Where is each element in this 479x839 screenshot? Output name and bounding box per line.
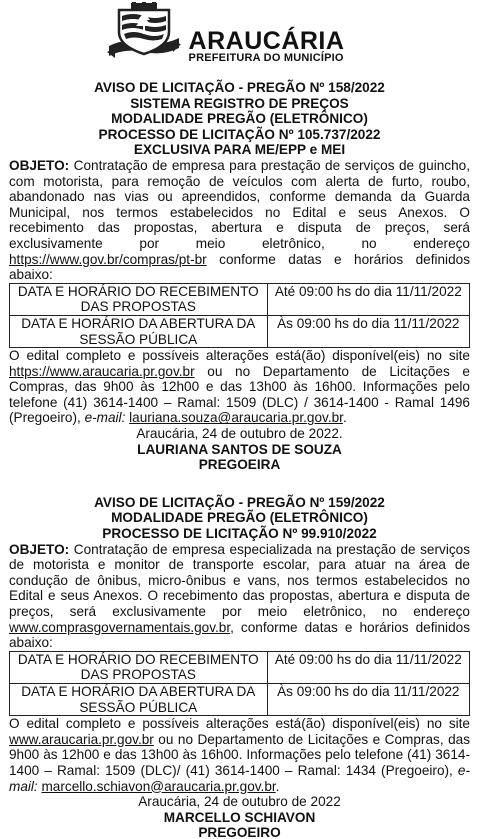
edital-text: O edital completo e possíveis alterações está(ão) disponível(eis) no site bbox=[9, 348, 470, 364]
objeto-label: OBJETO: bbox=[9, 157, 70, 173]
signer-name: MARCELLO SCHIAVON bbox=[163, 809, 316, 825]
table-row bbox=[10, 651, 470, 683]
brand-text bbox=[189, 2, 345, 64]
notice-exclusive: EXCLUSIVA PARA ME/EPP e MEI bbox=[133, 142, 346, 158]
notice-modality: MODALIDADE PREGÃO (ELETRÔNICO) bbox=[111, 111, 368, 127]
email-link[interactable]: marcello.schiavon@araucaria.pr.gov.br bbox=[41, 778, 276, 794]
notice-title: AVISO DE LICITAÇÃO - PREGÃO Nº 159/2022 bbox=[94, 494, 385, 510]
signer-role: PREGOEIRO bbox=[198, 825, 281, 839]
edital-text: O edital completo e possíveis alterações está(ão) disponível(eis) no site bbox=[9, 716, 470, 732]
table-row bbox=[10, 315, 470, 347]
date-line: Araucária, 24 de outubro de 2022 bbox=[138, 794, 341, 810]
notice-process: PROCESSO DE LICITAÇÃO Nº 105.737/2022 bbox=[98, 126, 381, 142]
brand-name: ARAUCÁRIA bbox=[188, 27, 345, 55]
schedule-label: DATA E HORÁRIO DO RECEBIMENTO DAS PROPOSTAS bbox=[10, 651, 268, 683]
objeto-tail: conforme datas e horários definidos abaixo: bbox=[9, 251, 470, 283]
table-row bbox=[10, 683, 470, 715]
objeto-tail: , conforme datas e horários definidos abaixo: bbox=[9, 619, 470, 651]
comprasgov-link[interactable]: www.comprasgovernamentais.gov.br bbox=[9, 619, 231, 635]
schedule-label: DATA E HORÁRIO DA ABERTURA DA SESSÃO PÚBLICA bbox=[10, 315, 268, 347]
notice-pregao-158 bbox=[9, 80, 470, 473]
edital-info: ou no Departamento de Licitações e Compras, das 9h00 às 12h00 e das 13h00 às 16h00. Informações pelo telefone (41) 3614-1400 – Ramal: 1509 (DLC) / 3614-1400 - Ramal 1496 (Pregoeiro), bbox=[9, 363, 470, 426]
objeto-paragraph bbox=[9, 542, 470, 651]
notice-process: PROCESSO DE LICITAÇÃO Nº 99.910/2022 bbox=[102, 526, 377, 542]
email-link[interactable]: lauriana.souza@araucaria.pr.gov.br bbox=[129, 410, 343, 426]
schedule-value: Às 09:00 hs do dia 11/11/2022 bbox=[267, 683, 469, 715]
schedule-table bbox=[9, 283, 470, 348]
date-line: Araucária, 24 de outubro de 2022. bbox=[136, 426, 343, 442]
araucaria-crest-icon bbox=[105, 2, 183, 66]
araucaria-site-link[interactable]: https://www.araucaria.pr.gov.br bbox=[9, 363, 195, 379]
email-label: e-mail: bbox=[9, 762, 470, 794]
edital-paragraph bbox=[9, 716, 470, 794]
schedule-value: Até 09:00 hs do dia 11/11/2022 bbox=[267, 283, 469, 315]
objeto-text: Contratação de empresa especializada na prestação de serviços de motorista e monitor de transporte escolar, para atuar na área de condução de ônibus, micro-ônibus e vans, nos termos estabelecidos no Edital e seus Anexos. O recebimento das propostas, abertura e disputa de preços, será exclusivamente por meio eletrônico, no endereço bbox=[9, 541, 470, 619]
objeto-text: Contratação de empresa para prestação de serviços de guincho, com motorista, para remoção de veículos com alerta de furto, roubo, abandonado nas vias ou apreendidos, conforme demanda da Guarda Municipal, nos termos estabelecidos no Edital e seus Anexos. O recebimento das propostas, abertura e disputa de preços, será exclusivamente por meio eletrônico, no endereço bbox=[9, 157, 470, 251]
schedule-value: Até 09:00 hs do dia 11/11/2022 bbox=[267, 651, 469, 683]
header-logo bbox=[9, 0, 470, 72]
email-label: e-mail: bbox=[84, 410, 126, 426]
notice-pregao-159 bbox=[9, 495, 470, 839]
schedule-value: Às 09:00 hs do dia 11/11/2022 bbox=[267, 315, 469, 347]
schedule-label: DATA E HORÁRIO DA ABERTURA DA SESSÃO PÚBLICA bbox=[10, 683, 268, 715]
email-tail: . bbox=[275, 778, 280, 794]
schedule-table bbox=[9, 651, 470, 716]
notice-title: AVISO DE LICITAÇÃO - PREGÃO Nº 158/2022 bbox=[94, 80, 385, 95]
edital-info: ou no Departamento de Licitações e Compras, das 9h00 às 12h00 e das 13h00 às 16h00. Informações pelo telefone (41) 3614-1400 – Ramal: 1509 (DLC)/ (41) 3614-1400 – Ramal: 1434 (Pregoeiro), bbox=[9, 731, 470, 778]
araucaria-site-link[interactable]: www.araucaria.pr.gov.br bbox=[9, 731, 154, 747]
compras-link[interactable]: https://www.gov.br/compras/pt-br bbox=[9, 251, 207, 267]
signer-role: PREGOEIRA bbox=[198, 457, 281, 473]
brand-subtitle: PREFEITURA DO MUNICÍPIO bbox=[188, 52, 344, 64]
email-tail: . bbox=[342, 410, 347, 426]
schedule-label: DATA E HORÁRIO DO RECEBIMENTO DAS PROPOSTAS bbox=[10, 283, 268, 315]
notice-modality: MODALIDADE PREGÃO (ELETRÔNICO) bbox=[111, 510, 368, 526]
table-row bbox=[10, 283, 470, 315]
signer-name: LAURIANA SANTOS DE SOUZA bbox=[137, 441, 342, 457]
objeto-paragraph bbox=[9, 158, 470, 283]
notice-subtitle: SISTEMA REGISTRO DE PREÇOS bbox=[130, 95, 349, 111]
objeto-label: OBJETO: bbox=[9, 541, 70, 557]
edital-paragraph bbox=[9, 348, 470, 426]
